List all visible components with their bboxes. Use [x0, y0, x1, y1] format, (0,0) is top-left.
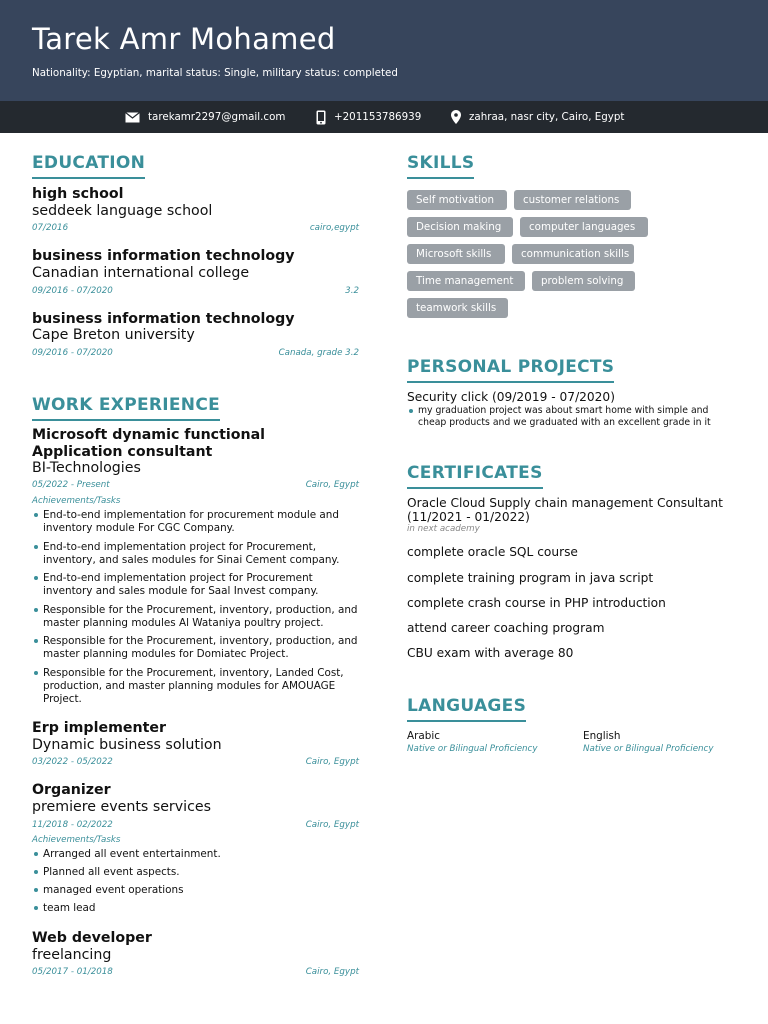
list-item: managed event operations: [32, 884, 359, 897]
phone-icon: [316, 110, 326, 125]
education-detail: cairo,egypt: [309, 223, 359, 233]
job-bullets: [32, 848, 359, 920]
skill-tag: computer languages: [520, 217, 648, 237]
job-meta: [32, 820, 359, 830]
job-dates: 05/2017 - 01/2018: [32, 967, 113, 977]
skills-list: [407, 190, 747, 318]
phone-text: +201153786939: [334, 111, 422, 123]
contact-address: [451, 101, 624, 133]
job-meta: [32, 480, 359, 490]
languages-heading: LANGUAGES: [407, 696, 526, 722]
certificate-item: complete training program in java script: [407, 571, 654, 585]
skill-tag: Self motivation: [407, 190, 507, 210]
job-title: Web developer: [32, 930, 152, 946]
location-pin-icon: [451, 110, 461, 124]
list-item: Responsible for the Procurement, inventory, production, and master planning modules for Domiatec Project.: [32, 635, 359, 661]
education-degree: high school: [32, 186, 124, 202]
job-title: Microsoft dynamic functional Application consultant: [32, 427, 266, 460]
personal-info: Nationality: Egyptian, marital status: Single, military status: completed: [32, 67, 398, 79]
certificate-provider: in next academy: [407, 524, 480, 534]
language-name: Arabic: [407, 730, 440, 742]
contact-phone[interactable]: [316, 101, 421, 133]
language-name: English: [583, 730, 621, 742]
tasks-label: Achievements/Tasks: [32, 835, 121, 845]
education-dates: 07/2016: [32, 223, 69, 233]
education-meta: [32, 286, 359, 296]
project-title: Security click (09/2019 - 07/2020): [407, 390, 615, 404]
education-meta: [32, 348, 359, 358]
project-bullets: [407, 405, 727, 434]
skill-tag: Microsoft skills: [407, 244, 505, 264]
list-item: End-to-end implementation for procurement module and inventory module For CGC Company.: [32, 509, 359, 535]
job-company: Dynamic business solution: [32, 737, 222, 753]
address-text: zahraa, nasr city, Cairo, Egypt: [469, 111, 625, 123]
job-location: Cairo, Egypt: [305, 757, 359, 767]
contact-bar: [0, 101, 768, 133]
certificate-item: complete crash course in PHP introduction: [407, 596, 666, 610]
job-location: Cairo, Egypt: [305, 967, 359, 977]
list-item: my graduation project was about smart home with simple and cheap products and we graduated with an excellent grade in it: [407, 405, 727, 428]
job-title: Erp implementer: [32, 720, 166, 736]
skill-tag: Decision making: [407, 217, 513, 237]
job-location: Cairo, Egypt: [305, 820, 359, 830]
job-company: premiere events services: [32, 799, 212, 815]
education-dates: 09/2016 - 07/2020: [32, 348, 113, 358]
certificate-item: attend career coaching program: [407, 621, 605, 635]
education-detail: 3.2: [345, 286, 359, 296]
list-item: team lead: [32, 902, 359, 915]
education-school: Canadian international college: [32, 265, 250, 281]
skill-tag: teamwork skills: [407, 298, 508, 318]
certificate-item: CBU exam with average 80: [407, 646, 574, 660]
contact-email[interactable]: [125, 101, 285, 133]
education-meta: [32, 223, 359, 233]
certificates-heading: CERTIFICATES: [407, 463, 543, 489]
projects-heading: PERSONAL PROJECTS: [407, 357, 614, 383]
education-school: seddeek language school: [32, 203, 213, 219]
education-school: Cape Breton university: [32, 327, 195, 343]
job-meta: [32, 757, 359, 767]
resume-header: [0, 0, 768, 101]
certificate-item: complete oracle SQL course: [407, 545, 578, 559]
education-degree: business information technology: [32, 311, 295, 327]
list-item: End-to-end implementation project for Procurement inventory and sales module for Saal Invest company.: [32, 572, 359, 598]
job-title: Organizer: [32, 782, 111, 798]
education-degree: business information technology: [32, 248, 295, 264]
job-company: freelancing: [32, 947, 112, 963]
language-level: Native or Bilingual Proficiency: [407, 744, 538, 754]
skills-heading: SKILLS: [407, 153, 474, 179]
education-detail: Canada, grade 3.2: [278, 348, 359, 358]
email-text: tarekamr2297@gmail.com: [148, 111, 286, 123]
skill-tag: communication skills: [512, 244, 634, 264]
skill-tag: problem solving: [532, 271, 635, 291]
education-heading: EDUCATION: [32, 153, 145, 179]
list-item: Planned all event aspects.: [32, 866, 359, 879]
job-dates: 11/2018 - 02/2022: [32, 820, 113, 830]
list-item: End-to-end implementation project for Procurement, inventory, and sales modules for Sinai Cement company.: [32, 541, 359, 567]
language-level: Native or Bilingual Proficiency: [583, 744, 714, 754]
tasks-label: Achievements/Tasks: [32, 496, 121, 506]
job-location: Cairo, Egypt: [305, 480, 359, 490]
list-item: Responsible for the Procurement, inventory, Landed Cost, production, and master planning modules for AMOUAGE Project.: [32, 667, 359, 706]
education-dates: 09/2016 - 07/2020: [32, 286, 113, 296]
skill-tag: customer relations: [514, 190, 631, 210]
job-dates: 05/2022 - Present: [32, 480, 110, 490]
envelope-icon: [125, 112, 140, 123]
job-company: BI-Technologies: [32, 460, 141, 476]
certificate-main: Oracle Cloud Supply chain management Consultant (11/2021 - 01/2022): [407, 496, 723, 524]
skill-tag: Time management: [407, 271, 525, 291]
list-item: Arranged all event entertainment.: [32, 848, 359, 861]
job-bullets: [32, 509, 359, 711]
job-dates: 03/2022 - 05/2022: [32, 757, 113, 767]
work-heading: WORK EXPERIENCE: [32, 395, 220, 421]
job-meta: [32, 967, 359, 977]
list-item: Responsible for the Procurement, inventory, production, and master planning modules Al Wataniya poultry project.: [32, 604, 359, 630]
person-name: Tarek Amr Mohamed: [32, 22, 336, 56]
